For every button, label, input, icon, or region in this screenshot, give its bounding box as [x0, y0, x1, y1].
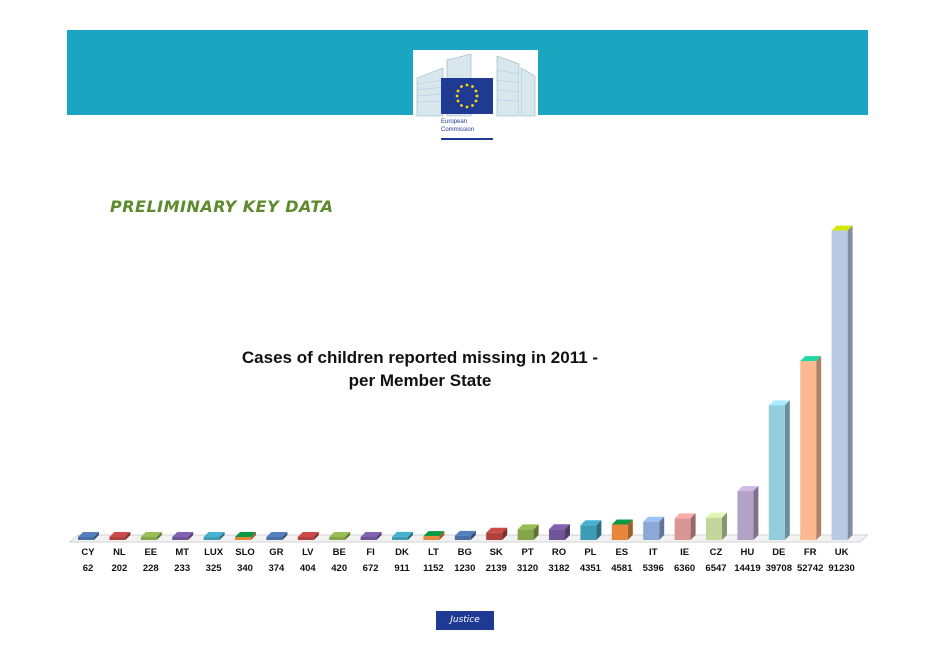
data-label: 3182 [548, 563, 570, 574]
bar-slo [235, 537, 251, 540]
data-label: 202 [111, 563, 128, 574]
x-tick-label: BG [457, 547, 472, 558]
x-tick-label: GR [269, 547, 284, 558]
x-tick-label: NL [113, 547, 126, 558]
bar-uk [832, 231, 848, 540]
bar-pt [518, 529, 534, 540]
data-label: 91230 [828, 563, 855, 574]
data-label: 14419 [734, 563, 761, 574]
data-label: 340 [237, 563, 253, 574]
x-tick-label: SLO [235, 547, 255, 558]
bar-side-hu [753, 486, 758, 540]
data-label: 4581 [611, 563, 633, 574]
data-label: 672 [362, 563, 379, 574]
bar-ie [675, 518, 691, 540]
data-label: 374 [268, 563, 285, 574]
x-tick-label: RO [551, 547, 567, 558]
data-label: 2139 [485, 563, 507, 574]
data-label: 404 [299, 563, 316, 574]
bar-it [643, 522, 659, 540]
bar-gr [266, 537, 282, 540]
data-label: 911 [394, 563, 410, 574]
data-label: 1230 [454, 563, 476, 574]
data-label: 4351 [579, 563, 601, 574]
logo-text-line1: European [441, 119, 468, 125]
x-tick-label: PT [521, 547, 534, 558]
data-label: 62 [82, 563, 94, 574]
x-tick-label: SK [489, 547, 503, 558]
data-label: 3120 [517, 563, 539, 574]
footer-justice-label: Justice [436, 611, 494, 630]
logo-text-line2: Commission [441, 127, 475, 133]
bar-es [612, 524, 628, 540]
bar-lv [298, 537, 314, 540]
bar-sk [486, 533, 502, 540]
data-label: 6360 [674, 563, 696, 574]
x-tick-label: EE [144, 547, 158, 558]
x-tick-label: UK [834, 547, 849, 558]
bar-nl [109, 537, 125, 540]
x-tick-label: LUX [204, 547, 224, 558]
x-tick-label: CZ [709, 547, 723, 558]
bar-mt [172, 537, 188, 540]
bar-dk [392, 537, 408, 540]
bar-ro [549, 529, 565, 540]
bar-side-uk [848, 226, 853, 540]
x-tick-label: FI [366, 547, 375, 558]
data-label: 420 [331, 563, 348, 574]
x-tick-label: IE [680, 547, 690, 558]
data-label: 228 [142, 563, 159, 574]
bar-pl [580, 525, 596, 540]
x-tick-label: CY [81, 547, 95, 558]
x-tick-label: DK [395, 547, 409, 558]
x-tick-label: FR [803, 547, 817, 558]
bar-cz [706, 518, 722, 540]
x-tick-label: LV [302, 547, 314, 558]
bar-hu [737, 491, 753, 540]
section-title: PRELIMINARY KEY DATA [110, 197, 334, 216]
bar-fr [800, 361, 816, 540]
bar-be [329, 537, 345, 540]
x-tick-label: BE [332, 547, 346, 558]
x-tick-label: HU [740, 547, 755, 558]
bar-ee [141, 537, 157, 540]
chart-title [200, 346, 640, 392]
x-tick-label: MT [175, 547, 190, 558]
data-label: 325 [205, 563, 222, 574]
bar-de [769, 405, 785, 540]
bar-lux [204, 537, 220, 540]
bar-side-fr [816, 356, 821, 540]
chart-title-line1: Cases of children reported missing in 2011 - [241, 348, 599, 367]
data-label: 52742 [796, 563, 824, 574]
data-label: 233 [174, 563, 191, 574]
x-tick-label: ES [615, 547, 629, 558]
bar-side-de [785, 400, 790, 540]
bar-fi [361, 537, 377, 540]
data-label: 1152 [423, 563, 444, 574]
data-label: 39708 [765, 563, 793, 574]
bar-lt [423, 536, 439, 540]
data-label: 6547 [705, 563, 727, 574]
x-tick-label: DE [772, 547, 786, 558]
chart-title-line2: per Member State [348, 371, 492, 390]
x-tick-label: PL [584, 547, 597, 558]
bar-bg [455, 536, 471, 540]
x-tick-label: IT [648, 547, 658, 558]
data-label: 5396 [642, 563, 664, 574]
x-tick-label: LT [427, 547, 439, 558]
bar-cy [78, 537, 94, 540]
